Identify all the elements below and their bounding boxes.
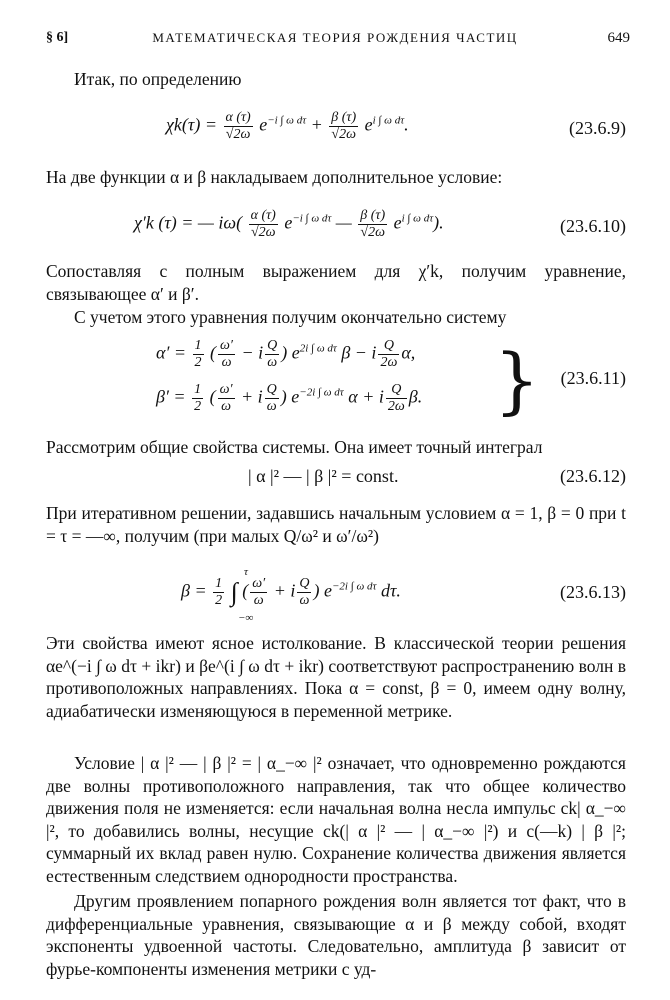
integral-sign: ∫ <box>230 577 238 607</box>
paragraph-pair-creation: Другим проявлением попарного рождения волн является тот факт, что в дифференциальные уравнения, связывающие α и β между собой, входят экспоненты удвоенной частоты. Следовательно, амплитуда β зависит от фурье-компоненты изменения метрики с уд- <box>46 891 626 979</box>
equation-23-6-13: β = $\frac{1}{2}$ ∫ ( $\frac{\omega'}{\omega}$ + i $\frac{Q}{\omega}$ ) $e^{-2i \int \omega d\tau}$ dτ. τ −∞ (23.6.13) <box>181 566 626 624</box>
running-title: МАТЕМАТИЧЕСКАЯ ТЕОРИЯ РОЖДЕНИЯ ЧАСТИЦ <box>152 30 518 45</box>
paragraph-momentum: Условие | α |² — | β |² = | α_−∞ |² означает, что одновременно рождаются две волны противоположного направления, так что общее количество движения поля не изменяется: если начальная волна несла импульс ck| α_−∞ |², то добавились волны, несущие ck(| α |² — | α_−∞ |²) и c(—k) | β |²; суммарный их вклад равен нулю. Сохранение количества движения является естественным следствием однородности пространства. <box>46 753 626 886</box>
equation-23-6-12: | α |² — | β |² = const. (23.6.12) <box>248 466 626 486</box>
equation-23-6-11 <box>46 338 626 428</box>
equation-number: (23.6.10) <box>560 216 626 236</box>
paragraph-condition: На две функции α и β накладываем дополнительное условие: <box>46 167 503 187</box>
fraction: $\frac{\beta (\tau)}{√2\omega}$ <box>360 208 386 240</box>
paragraph-intro: Итак, по определению <box>74 69 242 89</box>
equation-number: (23.6.11) <box>560 368 626 388</box>
equation-23-6-9: χk(τ) = $\frac{\alpha (\tau)}{√2\omega}$ $e^{-i \int \omega d\tau}$ + $\frac{\beta (\tau)}{√2\omega}$ $e^{i \int \omega d\tau}$. (23.6.9) <box>166 110 626 142</box>
fraction: $\frac{\beta (\tau)}{√2\omega}$ <box>331 110 357 142</box>
eq-lhs: χk(τ) = <box>166 114 217 135</box>
paragraph-iterative: При итеративном решении, задавшись начальным условием α = 1, β = 0 при t = τ = —∞, получим (при малых Q/ω² и ω′/ω²) <box>46 503 626 546</box>
paragraph-interpretation: Эти свойства имеют ясное истолкование. В классической теории решения αe^(−i ∫ ω dτ + ikr) и βe^(i ∫ ω dτ + ikr) соответствуют распространению волн в противоположных направлениях. Пока α = const, β = 0, имеем одну волну, адиабатически изменяющуюся в переменной метрике. <box>46 633 626 721</box>
paragraph-properties: Рассмотрим общие свойства системы. Она имеет точный интеграл <box>46 437 543 457</box>
equation-23-6-10: χ′k (τ) = — iω( $\frac{\alpha (\tau)}{√2\omega}$ $e^{-i \int \omega d\tau}$ — $\frac{\beta (\tau)}{√2\omega}$ $e^{i \int \omega d\tau}$). (23.6.10) <box>134 208 626 240</box>
right-brace: } <box>494 338 540 422</box>
equation-beta-prime: β′ = $\frac{1}{2}$ ( $\frac{\omega'}{\omega}$ + i $\frac{Q}{\omega}$ ) $e^{-2i \int \omega d\tau}$ α + i $\frac{Q}{2\omega}$ β. <box>156 382 423 414</box>
equation-number: (23.6.12) <box>560 466 626 486</box>
fraction: $\frac{\alpha (\tau)}{√2\omega}$ <box>225 110 251 142</box>
section-mark: § 6] <box>46 30 69 45</box>
equation-number: (23.6.9) <box>569 118 626 138</box>
paragraph-compare: Сопоставляя с полным выражением для χ′k, получим уравнение, связывающее α′ и β′. <box>46 261 626 304</box>
fraction: $\frac{\alpha (\tau)}{√2\omega}$ <box>250 208 276 240</box>
equation-alpha-prime: α′ = $\frac{1}{2}$ ( $\frac{\omega'}{\omega}$ − i $\frac{Q}{\omega}$ ) $e^{2i \int \omega d\tau}$ β − i $\frac{Q}{2\omega}$ α, <box>156 338 416 370</box>
integral-lower-limit: −∞ <box>238 612 254 624</box>
equation-number: (23.6.13) <box>560 582 626 602</box>
integral-upper-limit: τ <box>244 566 248 578</box>
page-number: 649 <box>607 30 630 46</box>
paragraph-system: С учетом этого уравнения получим окончательно систему <box>74 307 507 327</box>
